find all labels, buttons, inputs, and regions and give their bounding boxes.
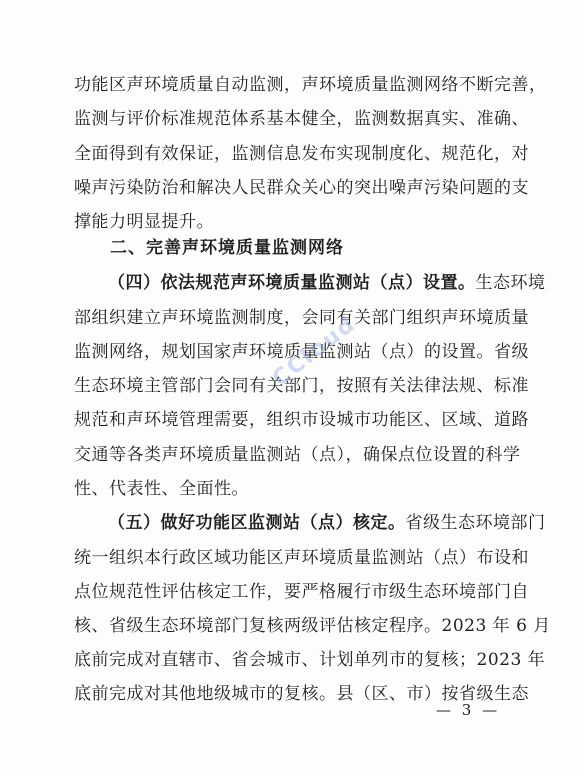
text-line: 性、代表性、全面性。 — [74, 479, 249, 499]
text-line: 部组织建立声环境监测制度，会同有关部门组织声环境质量 — [74, 308, 529, 328]
paragraph-text: 生态环境 — [475, 273, 546, 293]
text-line: 功能区声环境质量自动监测，声环境质量监测网络不断完善， — [74, 75, 547, 95]
text-line: 监测与评价标准规范体系基本健全，监测数据真实、准确、 — [74, 109, 529, 129]
paragraph-title: （五）做好功能区监测站（点）核定。 — [108, 513, 406, 533]
text-line: 点位规范性评估核定工作，要严格履行市级生态环境部门自 — [74, 582, 529, 602]
text-line: 统一组织本行政区域功能区声环境质量监测站（点）布设和 — [74, 548, 529, 568]
paragraph-text: 省级生态环境部门 — [405, 513, 546, 533]
text-line: 底前完成对其他地级城市的复核。县（区、市）按省级生态 — [74, 684, 529, 704]
text-line: 规范和声环境管理需要，组织市设城市功能区、区域、道路 — [74, 410, 529, 430]
text-line: 生态环境主管部门会同有关部门，按照有关法律法规、标准 — [74, 376, 529, 396]
text-line: 核、省级生态环境部门复核两级评估核定程序。2023 年 6 月 — [74, 616, 551, 636]
paragraph-title: （四）依法规范声环境质量监测站（点）设置。 — [108, 273, 476, 293]
text-line: 全面得到有效保证，监测信息发布实现制度化、规范化，对 — [74, 144, 529, 164]
section-heading: 二、完善声环境质量监测网络 — [110, 238, 344, 258]
text-line: 交通等各类声环境质量监测站（点），确保点位设置的科学 — [74, 445, 521, 465]
text-line: 噪声污染防治和解决人民群众关心的突出噪声污染问题的支 — [74, 178, 529, 198]
paragraph-first-line — [108, 508, 546, 538]
page-number: — 3 — — [436, 701, 501, 719]
watermark: CCloud — [268, 311, 361, 392]
text-line: 撑能力明显提升。 — [74, 212, 214, 232]
text-line: 监测网络，规划国家声环境质量监测站（点）的设置。省级 — [74, 342, 529, 362]
text-line: 底前完成对直辖市、省会城市、计划单列市的复核；2023 年 — [74, 650, 546, 670]
paragraph-first-line — [108, 268, 546, 298]
